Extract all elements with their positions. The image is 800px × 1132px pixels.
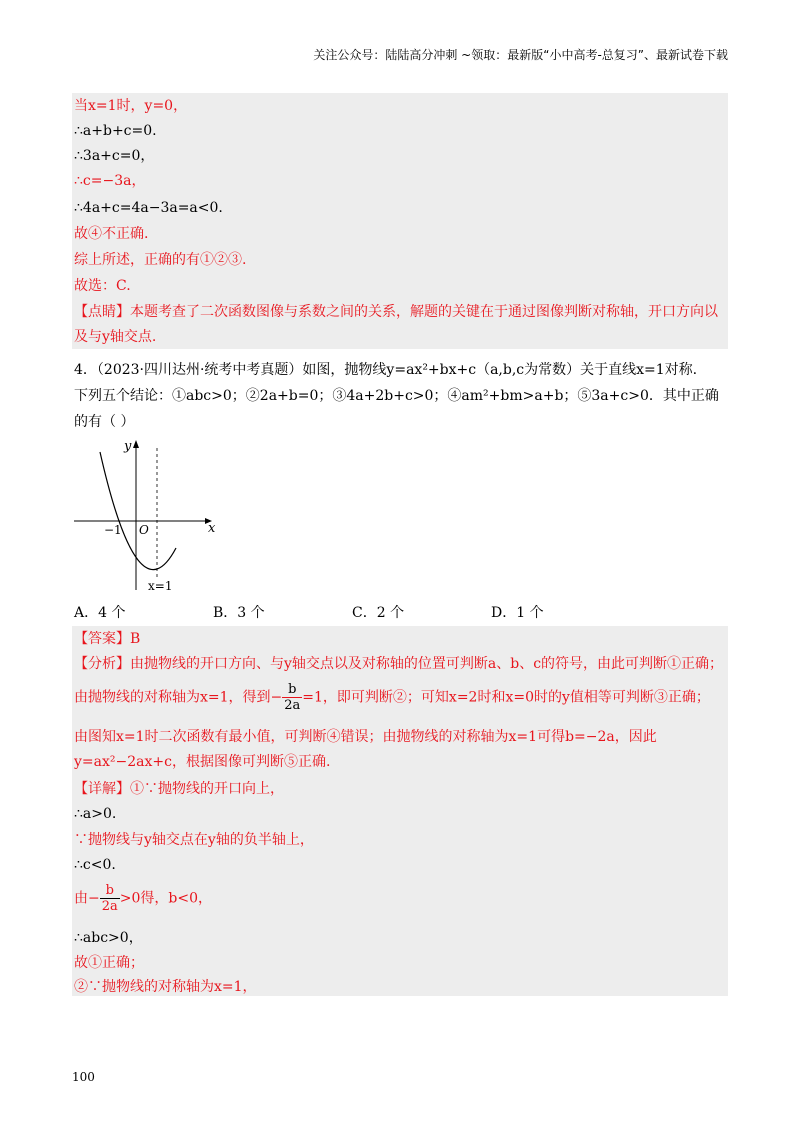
detail-line: 【详解】①∵抛物线的开口向上， <box>74 781 284 797</box>
option-d: D．1 个 <box>491 605 544 621</box>
text-line: 故选：C. <box>74 278 131 294</box>
analysis-line: 【分析】由抛物线的开口方向、与y轴交点以及对称轴的位置可判断a、b、c的符号，由此可判断①正确； <box>74 656 724 672</box>
y-axis-label: y <box>124 439 132 454</box>
comment-line: 及与y轴交点. <box>74 329 157 345</box>
symmetry-label: x=1 <box>148 579 173 593</box>
option-b: B．3 个 <box>213 605 265 621</box>
analysis-line: 由图知x=1时二次函数有最小值，可判断④错误；由抛物线的对称轴为x=1可得b=−2a，因此 <box>74 729 657 745</box>
detail-line: ∴a>0. <box>74 806 117 822</box>
page-header: 关注公众号：陆陆高分冲刺 ~领取：最新版“小中高考-总复习”、最新试卷下载 <box>313 48 728 62</box>
option-a: A．4 个 <box>74 605 126 621</box>
analysis-line: 由抛物线的对称轴为x=1，得到− $\frac{b}{2a}$ =1，即可判断②；可知x=2时和x=0时的y值相等可判断③正确； <box>74 682 710 713</box>
x-axis-label: x <box>208 521 216 536</box>
option-c: C．2 个 <box>352 605 405 621</box>
origin-label: O <box>139 523 149 537</box>
text-line: ∴c=−3a， <box>74 173 146 189</box>
answer-line: 【答案】B <box>74 631 141 647</box>
question-line: 下列五个结论：①abc>0；②2a+b=0；③4a+2b+c>0；④am²+bm>a+b；⑤3a+c>0．其中正确 <box>74 388 719 404</box>
parabola-curve <box>100 452 176 570</box>
detail-line: ∴abc>0， <box>74 930 143 946</box>
detail-line: ∴c<0. <box>74 857 116 873</box>
fraction-b-over-2a: $\frac{b}{2a}$ <box>284 682 301 713</box>
text-line: ∴3a+c=0， <box>74 148 155 164</box>
detail-line: 由− $\frac{b}{2a}$ >0得，b<0， <box>74 883 213 914</box>
text-line: 当x=1时，y=0， <box>74 98 188 114</box>
fraction-b-over-2a: $\frac{b}{2a}$ <box>101 883 118 914</box>
page-number: 100 <box>72 1070 95 1084</box>
question-line: 的有（ ） <box>74 414 135 430</box>
analysis-line: y=ax²−2ax+c，根据图像可判断⑤正确. <box>74 754 331 770</box>
text-line: 故④不正确. <box>74 226 149 242</box>
parabola-graph <box>72 430 232 595</box>
detail-line: 故①正确； <box>74 955 144 971</box>
comment-line: 【点睛】本题考查了二次函数图像与系数之间的关系，解题的关键在于通过图像判断对称轴，开口方向以 <box>74 304 718 320</box>
text-line: 综上所述，正确的有①②③. <box>74 252 247 268</box>
detail-line: ∵抛物线与y轴交点在y轴的负半轴上， <box>74 832 314 848</box>
text-line: ∴a+b+c=0. <box>74 123 157 139</box>
detail-line: ②∵抛物线的对称轴为x=1， <box>74 979 257 995</box>
question-line: 4．（2023·四川达州·统考中考真题）如图，抛物线y=ax²+bx+c（a,b,c为常数）关于直线x=1对称. <box>74 362 698 378</box>
text-line: ∴4a+c=4a−3a=a<0. <box>74 200 223 216</box>
neg-one-label: −1 <box>104 523 122 537</box>
y-axis-arrow <box>133 440 139 448</box>
